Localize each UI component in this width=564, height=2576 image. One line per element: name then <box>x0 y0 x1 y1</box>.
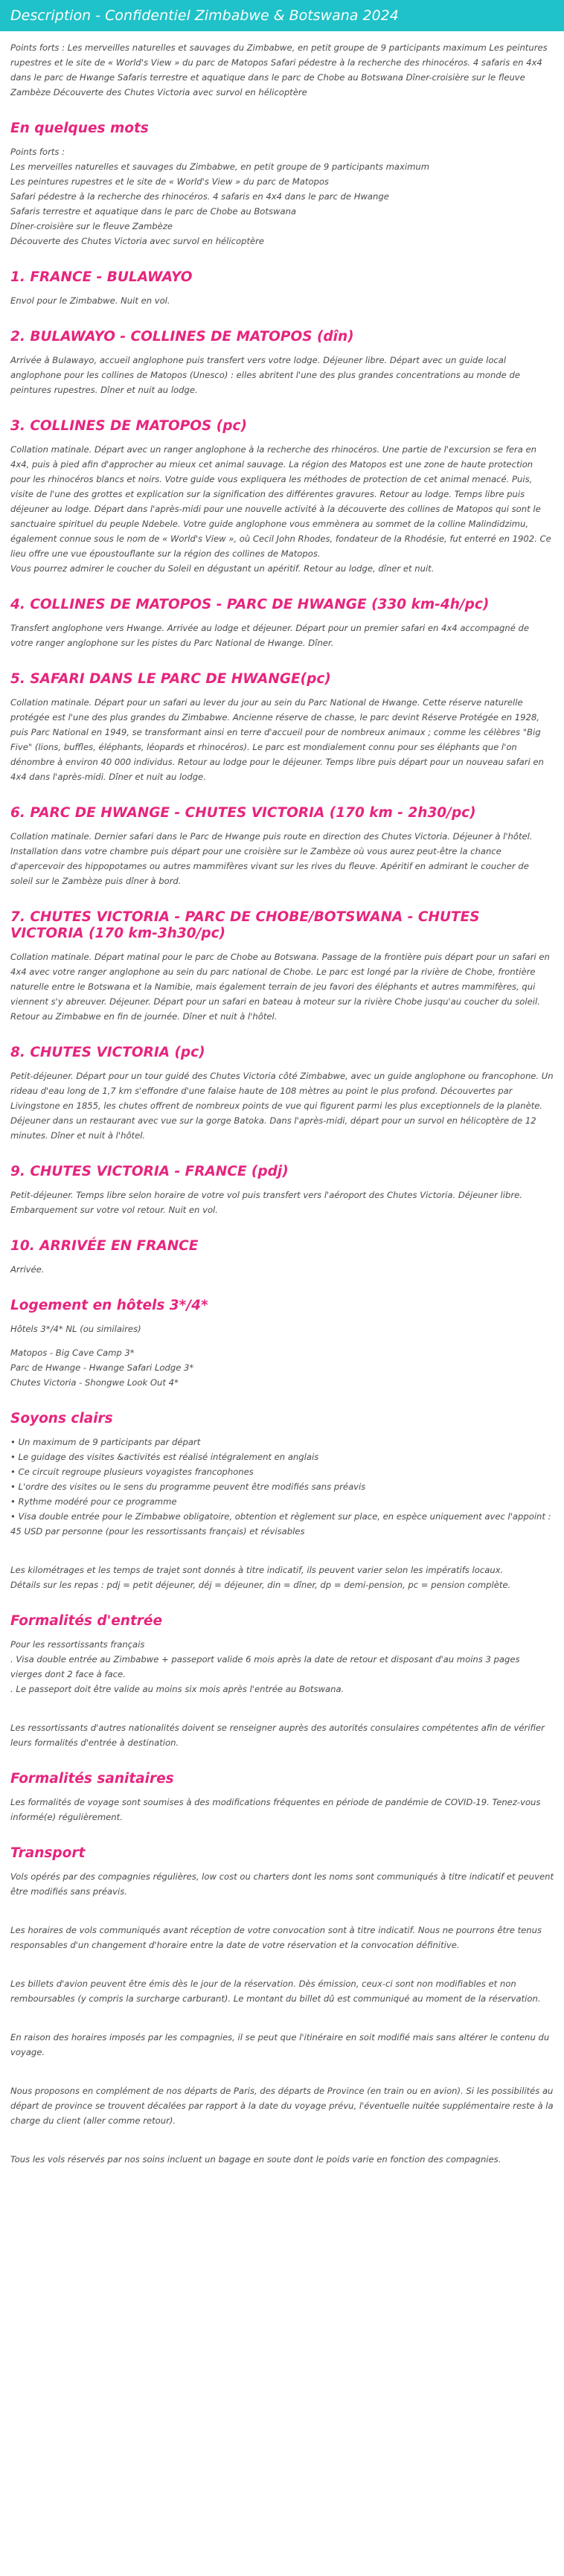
day-3-section <box>10 418 554 576</box>
day-heading: 7. CHUTES VICTORIA - PARC DE CHOBE/BOTSWANA - CHUTES VICTORIA (170 km-3h30/pc) <box>10 909 480 941</box>
day-text: Petit-déjeuner. Temps libre selon horaire de votre vol puis transfert vers l'aéroport des Chutes Victoria. Déjeuner libre. Embarquement sur votre vol retour. Nuit en vol. <box>10 1190 522 1215</box>
transport-paragraph: Nous proposons en complément de nos départs de Paris, des départs de Province (en train ou en avion). Si les possibilités au départ de province se trouvent décalées par rapport à la date du voyage prévu, l'éventuelle nuitée supplémentaire reste à la charge du client (aller comme retour). <box>10 2086 554 2126</box>
summary-line: Safari pédestre à la recherche des rhinocéros. 4 safaris en 4x4 dans le parc de Hwange <box>10 191 389 202</box>
summary-heading: En quelques mots <box>10 121 149 136</box>
day-text: Collation matinale. Départ matinal pour le parc de Chobe au Botswana. Passage de la frontière puis départ pour un safari en 4x4 avec votre ranger anglophone au sein du parc national de Chobe. Le parc est longé par la rivière de Chobe, frontière naturelle entre le Botswana et la Namibie, mais également terrain de jeu favori des éléphants et autres mammifères, qui viennent s'y abreuver. Déjeuner. Départ pour un safari en bateau à moteur sur la rivière Chobe jusqu'au coucher du soleil. Retour au Zimbabwe en fin de journée. Dîner et nuit à l'hôtel. <box>10 952 550 1022</box>
day-1-section <box>10 269 554 308</box>
summary-section <box>10 121 554 249</box>
notes-footer: Les kilométrages et les temps de trajet sont donnés à titre indicatif, ils peuvent varier selon les impératifs locaux. <box>10 1565 504 1575</box>
day-heading: 1. FRANCE - BULAWAYO <box>10 269 193 285</box>
notes-bullet: • Le guidage des visites &activités est réalisé intégralement en anglais <box>10 1452 319 1462</box>
document-title: Description - Confidentiel Zimbabwe & Botswana 2024 <box>10 7 399 24</box>
day-text: Arrivée. <box>10 1264 45 1275</box>
entry-heading: Formalités d'entrée <box>10 1613 163 1629</box>
transport-paragraph: Les billets d'avion peuvent être émis dès le jour de la réservation. Dès émission, ceux-ci sont non modifiables et non remboursables (y compris la surcharge carburant). Le montant du billet dû est communiqué au moment de la réservation. <box>10 1979 541 2004</box>
day-heading: 8. CHUTES VICTORIA (pc) <box>10 1045 205 1060</box>
summary-line: Les peintures rupestres et le site de « World's View » du parc de Matopos <box>10 176 329 187</box>
health-text: Les formalités de voyage sont soumises à des modifications fréquentes en période de pandémie de COVID-19. Tenez-vous informé(e) régulièrement. <box>10 1797 541 1822</box>
transport-paragraph: En raison des horaires imposés par les compagnies, il se peut que l'itinéraire en soit modifié mais sans altérer le contenu du voyage. <box>10 2032 550 2057</box>
day-4-section <box>10 597 554 650</box>
summary-line: Les merveilles naturelles et sauvages du Zimbabwe, en petit groupe de 9 participants maximum <box>10 161 430 172</box>
transport-section <box>10 1845 554 2167</box>
summary-line: Points forts : <box>10 147 65 157</box>
health-section <box>10 1771 554 1824</box>
day-9-section <box>10 1164 554 1217</box>
day-text: Envol pour le Zimbabwe. Nuit en vol. <box>10 295 170 306</box>
notes-bullet: • Visa double entrée pour le Zimbabwe obligatoire, obtention et règlement sur place, en espèce uniquement avec l'appoint : 45 USD par personne (pour les ressortissants français) et révisables <box>10 1511 551 1537</box>
day-10-section <box>10 1238 554 1277</box>
day-heading: 5. SAFARI DANS LE PARC DE HWANGE(pc) <box>10 671 331 687</box>
notes-bullet: • Rythme modéré pour ce programme <box>10 1496 177 1507</box>
day-2-section <box>10 329 554 397</box>
day-text: Transfert anglophone vers Hwange. Arrivée au lodge et déjeuner. Départ pour un premier safari en 4x4 accompagné de votre ranger anglophone sur les pistes du Parc National de Hwange. Dîner. <box>10 623 530 648</box>
transport-paragraph: Les horaires de vols communiqués avant réception de votre convocation sont à titre indicatif. Nous ne pourrons être tenus responsables d'un changement d'horaire entre la date de votre réservation et la convocation définitive. <box>10 1925 542 1950</box>
day-text-extra: Vous pourrez admirer le coucher du Soleil en dégustant un apéritif. Retour au lodge, dîner et nuit. <box>10 563 435 574</box>
day-text: Arrivée à Bulawayo, accueil anglophone puis transfert vers votre lodge. Déjeuner libre. Départ avec un guide local anglophone pour les collines de Matopos (Unesco) : elles abritent l'une des plus grandes concentrations au monde de peintures rupestres. Dîner et nuit au lodge. <box>10 355 520 395</box>
day-8-section <box>10 1045 554 1143</box>
day-5-section <box>10 671 554 784</box>
day-text: Collation matinale. Départ avec un ranger anglophone à la recherche des rhinocéros. Une partie de l'excursion se fera en 4x4, puis à pied afin d'approcher au mieux cet animal sauvage. La région des Matopos est une zone de haute protection pour les rhinocéros blancs et noirs. Votre guide vous expliquera les méthodes de protection de cet animal menacé. Puis, visite de l'une des grottes et explication sur la signification des différentes gravures. Retour au lodge. Temps libre puis déjeuner au lodge. Départ dans l'après-midi pour une nouvelle activité à la découverte des collines de Matopos qui sont le sanctuaire spirituel du peuple Ndebele. Votre guide anglophone vous emmènera au sommet de la colline Malindidzimu, également connue sous le nom de « World's View », où Cecil John Rhodes, fondateur de la Rhodésie, fut enterré en 1902. Ce lieu offre une vue époustouflante sur la région des collines de Matopos. <box>10 444 551 559</box>
entry-line: Pour les ressortissants français <box>10 1639 145 1650</box>
day-text: Collation matinale. Départ pour un safari au lever du jour au sein du Parc National de Hwange. Cette réserve naturelle protégée est l'une des plus grandes du Zimbabwe. Ancienne réserve de chasse, le parc devint Réserve Protégée en 1928, puis Parc National en 1949, se transformant ainsi en terre d'accueil pour de nombreux animaux ; comme les célèbres "Big Five" (lions, buffles, éléphants, léopards et rhinocéros). Le parc est mondialement connu pour ses éléphants que l'on dénombre à environ 40 000 individus. Retour au lodge pour le déjeuner. Temps libre puis départ pour un nouveau safari en 4x4 dans l'après-midi. Dîner et nuit au lodge. <box>10 697 544 782</box>
lodging-hotel: Chutes Victoria - Shongwe Look Out 4* <box>10 1377 179 1388</box>
lodging-heading: Logement en hôtels 3*/4* <box>10 1298 208 1313</box>
notes-bullet: • L'ordre des visites ou le sens du programme peuvent être modifiés sans préavis <box>10 1481 366 1492</box>
day-text: Petit-déjeuner. Départ pour un tour guidé des Chutes Victoria côté Zimbabwe, avec un guide anglophone ou francophone. Un rideau d'eau long de 1,7 km s'effondre d'une falaise haute de 108 mètres au point le plus profond. Découvertes par Livingstone en 1855, les chutes offrent de nombreux points de vue qui figurent parmi les plus exceptionnels de la planète. Déjeuner dans un restaurant avec vue sur la gorge Batoka. Dans l'après-midi, départ pour un survol en hélicoptère de 12 minutes. Dîner et nuit à l'hôtel. <box>10 1071 554 1141</box>
summary-line: Découverte des Chutes Victoria avec survol en hélicoptère <box>10 236 265 246</box>
day-heading: 10. ARRIVÉE EN FRANCE <box>10 1238 199 1254</box>
notes-section <box>10 1411 554 1592</box>
intro-paragraph: Points forts : Les merveilles naturelles et sauvages du Zimbabwe, en petit groupe de 9 participants maximum Les peintures rupestres et le site de « World's View » du parc de Matopos Safari pédestre à la recherche des rhinocéros. 4 safaris en 4x4 dans le parc de Hwange Safaris terrestre et aquatique dans le parc de Chobe au Botswana Dîner-croisière sur le fleuve Zambèze Découverte des Chutes Victoria avec survol en hélicoptère <box>10 42 548 97</box>
notes-heading: Soyons clairs <box>10 1411 113 1426</box>
day-heading: 9. CHUTES VICTORIA - FRANCE (pdj) <box>10 1164 289 1179</box>
notes-bullet: • Ce circuit regroupe plusieurs voyagistes francophones <box>10 1467 254 1477</box>
transport-paragraph: Vols opérés par des compagnies régulières, low cost ou charters dont les noms sont communiqués à titre indicatif et peuvent être modifiés sans préavis. <box>10 1871 554 1897</box>
entry-line: . Le passeport doit être valide au moins six mois après l'entrée au Botswana. <box>10 1684 345 1694</box>
day-heading: 4. COLLINES DE MATOPOS - PARC DE HWANGE (330 km-4h/pc) <box>10 597 490 612</box>
notes-bullet: • Un maximum de 9 participants par départ <box>10 1437 201 1447</box>
summary-line: Safaris terrestre et aquatique dans le parc de Chobe au Botswana <box>10 206 297 217</box>
entry-text: Les ressortissants d'autres nationalités doivent se renseigner auprès des autorités consulaires compétentes afin de vérifier leurs formalités d'entrée à destination. <box>10 1723 545 1748</box>
transport-paragraph: Tous les vols réservés par nos soins incluent un bagage en soute dont le poids varie en fonction des compagnies. <box>10 2154 501 2165</box>
lodging-hotel: Matopos - Big Cave Camp 3* <box>10 1348 135 1358</box>
lodging-hotel: Parc de Hwange - Hwange Safari Lodge 3* <box>10 1362 194 1373</box>
day-heading: 3. COLLINES DE MATOPOS (pc) <box>10 418 247 434</box>
day-heading: 6. PARC DE HWANGE - CHUTES VICTORIA (170 km - 2h30/pc) <box>10 805 476 821</box>
summary-line: Dîner-croisière sur le fleuve Zambèze <box>10 221 173 231</box>
day-text: Collation matinale. Dernier safari dans le Parc de Hwange puis route en direction des Chutes Victoria. Déjeuner à l'hôtel. Installation dans votre chambre puis départ pour une croisière sur le Zambèze où vous aurez peut-être la chance d'apercevoir des hippopotames ou autres mammifères vivant sur les rives du fleuve. Apéritif en admirant le coucher de soleil sur le Zambèze puis dîner à bord. <box>10 831 533 886</box>
notes-footer: Détails sur les repas : pdj = petit déjeuner, déj = déjeuner, din = dîner, dp = demi-pension, pc = pension complète. <box>10 1580 511 1590</box>
lodging-line: Hôtels 3*/4* NL (ou similaires) <box>10 1324 141 1334</box>
day-heading: 2. BULAWAYO - COLLINES DE MATOPOS (dîn) <box>10 329 354 345</box>
health-heading: Formalités sanitaires <box>10 1771 174 1787</box>
day-6-section <box>10 805 554 888</box>
document-title-bar <box>0 0 564 31</box>
transport-heading: Transport <box>10 1845 86 1861</box>
lodging-section <box>10 1298 554 1390</box>
entry-line: . Visa double entrée au Zimbabwe + passeport valide 6 mois après la date de retour et disposant d'au moins 3 pages vierges dont 2 face à face. <box>10 1654 520 1679</box>
entry-section <box>10 1613 554 1750</box>
day-7-section <box>10 909 554 1024</box>
